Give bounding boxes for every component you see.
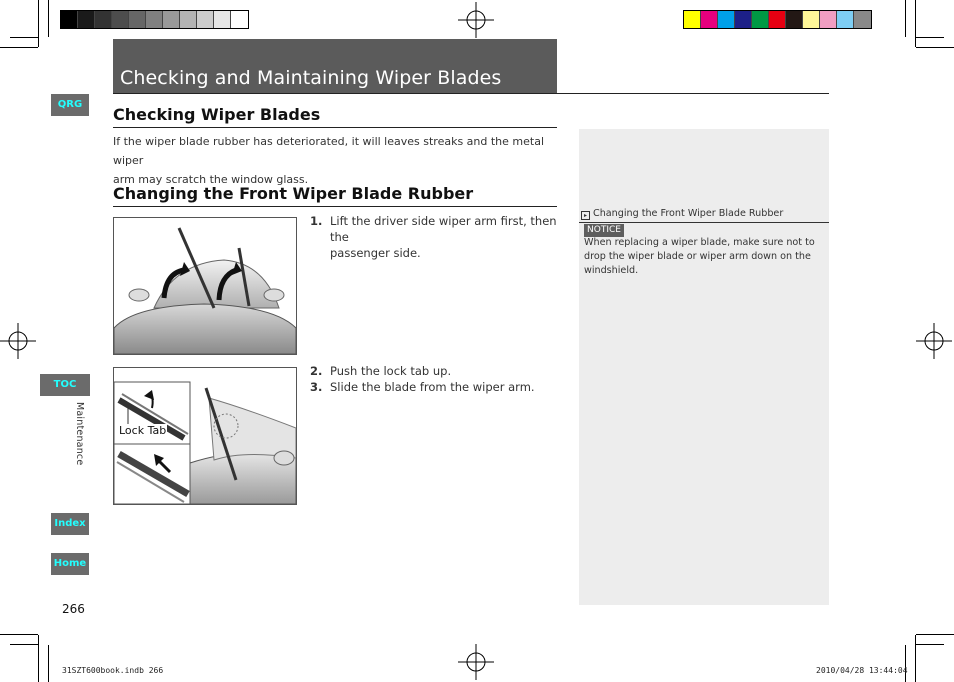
tab-toc[interactable]: TOC	[40, 374, 90, 396]
step-text: Slide the blade from the wiper arm.	[330, 380, 535, 394]
step-number: 1.	[310, 214, 323, 228]
lock-tab-callout: Lock Tab	[119, 424, 167, 437]
header-rule	[113, 93, 829, 94]
text-line: arm may scratch the window glass.	[113, 173, 309, 186]
registration-mark-bottom	[458, 644, 494, 680]
sidebar-note-heading-text: Changing the Front Wiper Blade Rubber	[593, 208, 784, 219]
color-swatch	[769, 11, 786, 28]
notice-badge: NOTICE	[584, 224, 624, 237]
gray-swatch	[61, 11, 78, 28]
gray-swatch	[78, 11, 95, 28]
color-swatch	[803, 11, 820, 28]
page-number: 266	[62, 602, 85, 616]
step-text	[330, 213, 560, 261]
step-number: 2.	[310, 364, 323, 378]
color-swatch	[701, 11, 718, 28]
reference-arrow-icon: ▸	[581, 211, 590, 220]
sidebar-note-text: When replacing a wiper blade, make sure not to drop the wiper blade or wiper arm down on the windshield.	[584, 237, 815, 276]
step-text-line: Lift the driver side wiper arm first, then the	[330, 214, 557, 244]
color-swatch	[735, 11, 752, 28]
grayscale-color-bar	[60, 10, 249, 29]
process-color-bar	[683, 10, 872, 29]
gray-swatch	[112, 11, 129, 28]
gray-swatch	[129, 11, 146, 28]
gray-swatch	[231, 11, 248, 28]
gray-swatch	[197, 11, 214, 28]
color-swatch	[786, 11, 803, 28]
tab-qrg[interactable]: QRG	[51, 94, 89, 116]
section-rule	[113, 127, 557, 128]
lock-tab-illustration	[113, 367, 297, 505]
gray-swatch	[214, 11, 231, 28]
sidebar-note-rule	[579, 222, 829, 223]
footer-timestamp: 2010/04/28 13:44:04	[816, 666, 908, 675]
gray-swatch	[180, 11, 197, 28]
section-text-checking	[113, 132, 563, 189]
color-swatch	[718, 11, 735, 28]
wiper-arms-lifted-illustration	[113, 217, 297, 355]
gray-swatch	[163, 11, 180, 28]
footer-file-info: 31SZT600book.indb 266	[62, 666, 164, 675]
color-swatch	[837, 11, 854, 28]
sidebar-note-heading	[581, 208, 783, 220]
step-text-line: passenger side.	[330, 246, 421, 260]
step-text: Push the lock tab up.	[330, 364, 452, 378]
step-2	[310, 363, 560, 379]
sidebar-note-panel	[579, 129, 829, 605]
step-1	[310, 213, 560, 260]
text-line: If the wiper blade rubber has deteriorated, it will leaves streaks and the metal wiper	[113, 135, 545, 167]
tab-index[interactable]: Index	[51, 513, 89, 535]
section-heading-checking: Checking Wiper Blades	[113, 105, 321, 124]
registration-mark-right	[916, 323, 952, 359]
tab-home[interactable]: Home	[51, 553, 89, 575]
color-swatch	[752, 11, 769, 28]
step-3	[310, 379, 560, 395]
section-label-maintenance: Maintenance	[74, 402, 85, 466]
color-swatch	[684, 11, 701, 28]
registration-mark-left	[0, 323, 36, 359]
gray-swatch	[146, 11, 163, 28]
color-swatch	[854, 11, 871, 28]
section-heading-changing: Changing the Front Wiper Blade Rubber	[113, 184, 474, 203]
page-title: Checking and Maintaining Wiper Blades	[120, 67, 502, 89]
color-swatch	[820, 11, 837, 28]
gray-swatch	[95, 11, 112, 28]
registration-mark-top	[458, 2, 494, 38]
section-rule	[113, 206, 557, 207]
step-number: 3.	[310, 380, 323, 394]
